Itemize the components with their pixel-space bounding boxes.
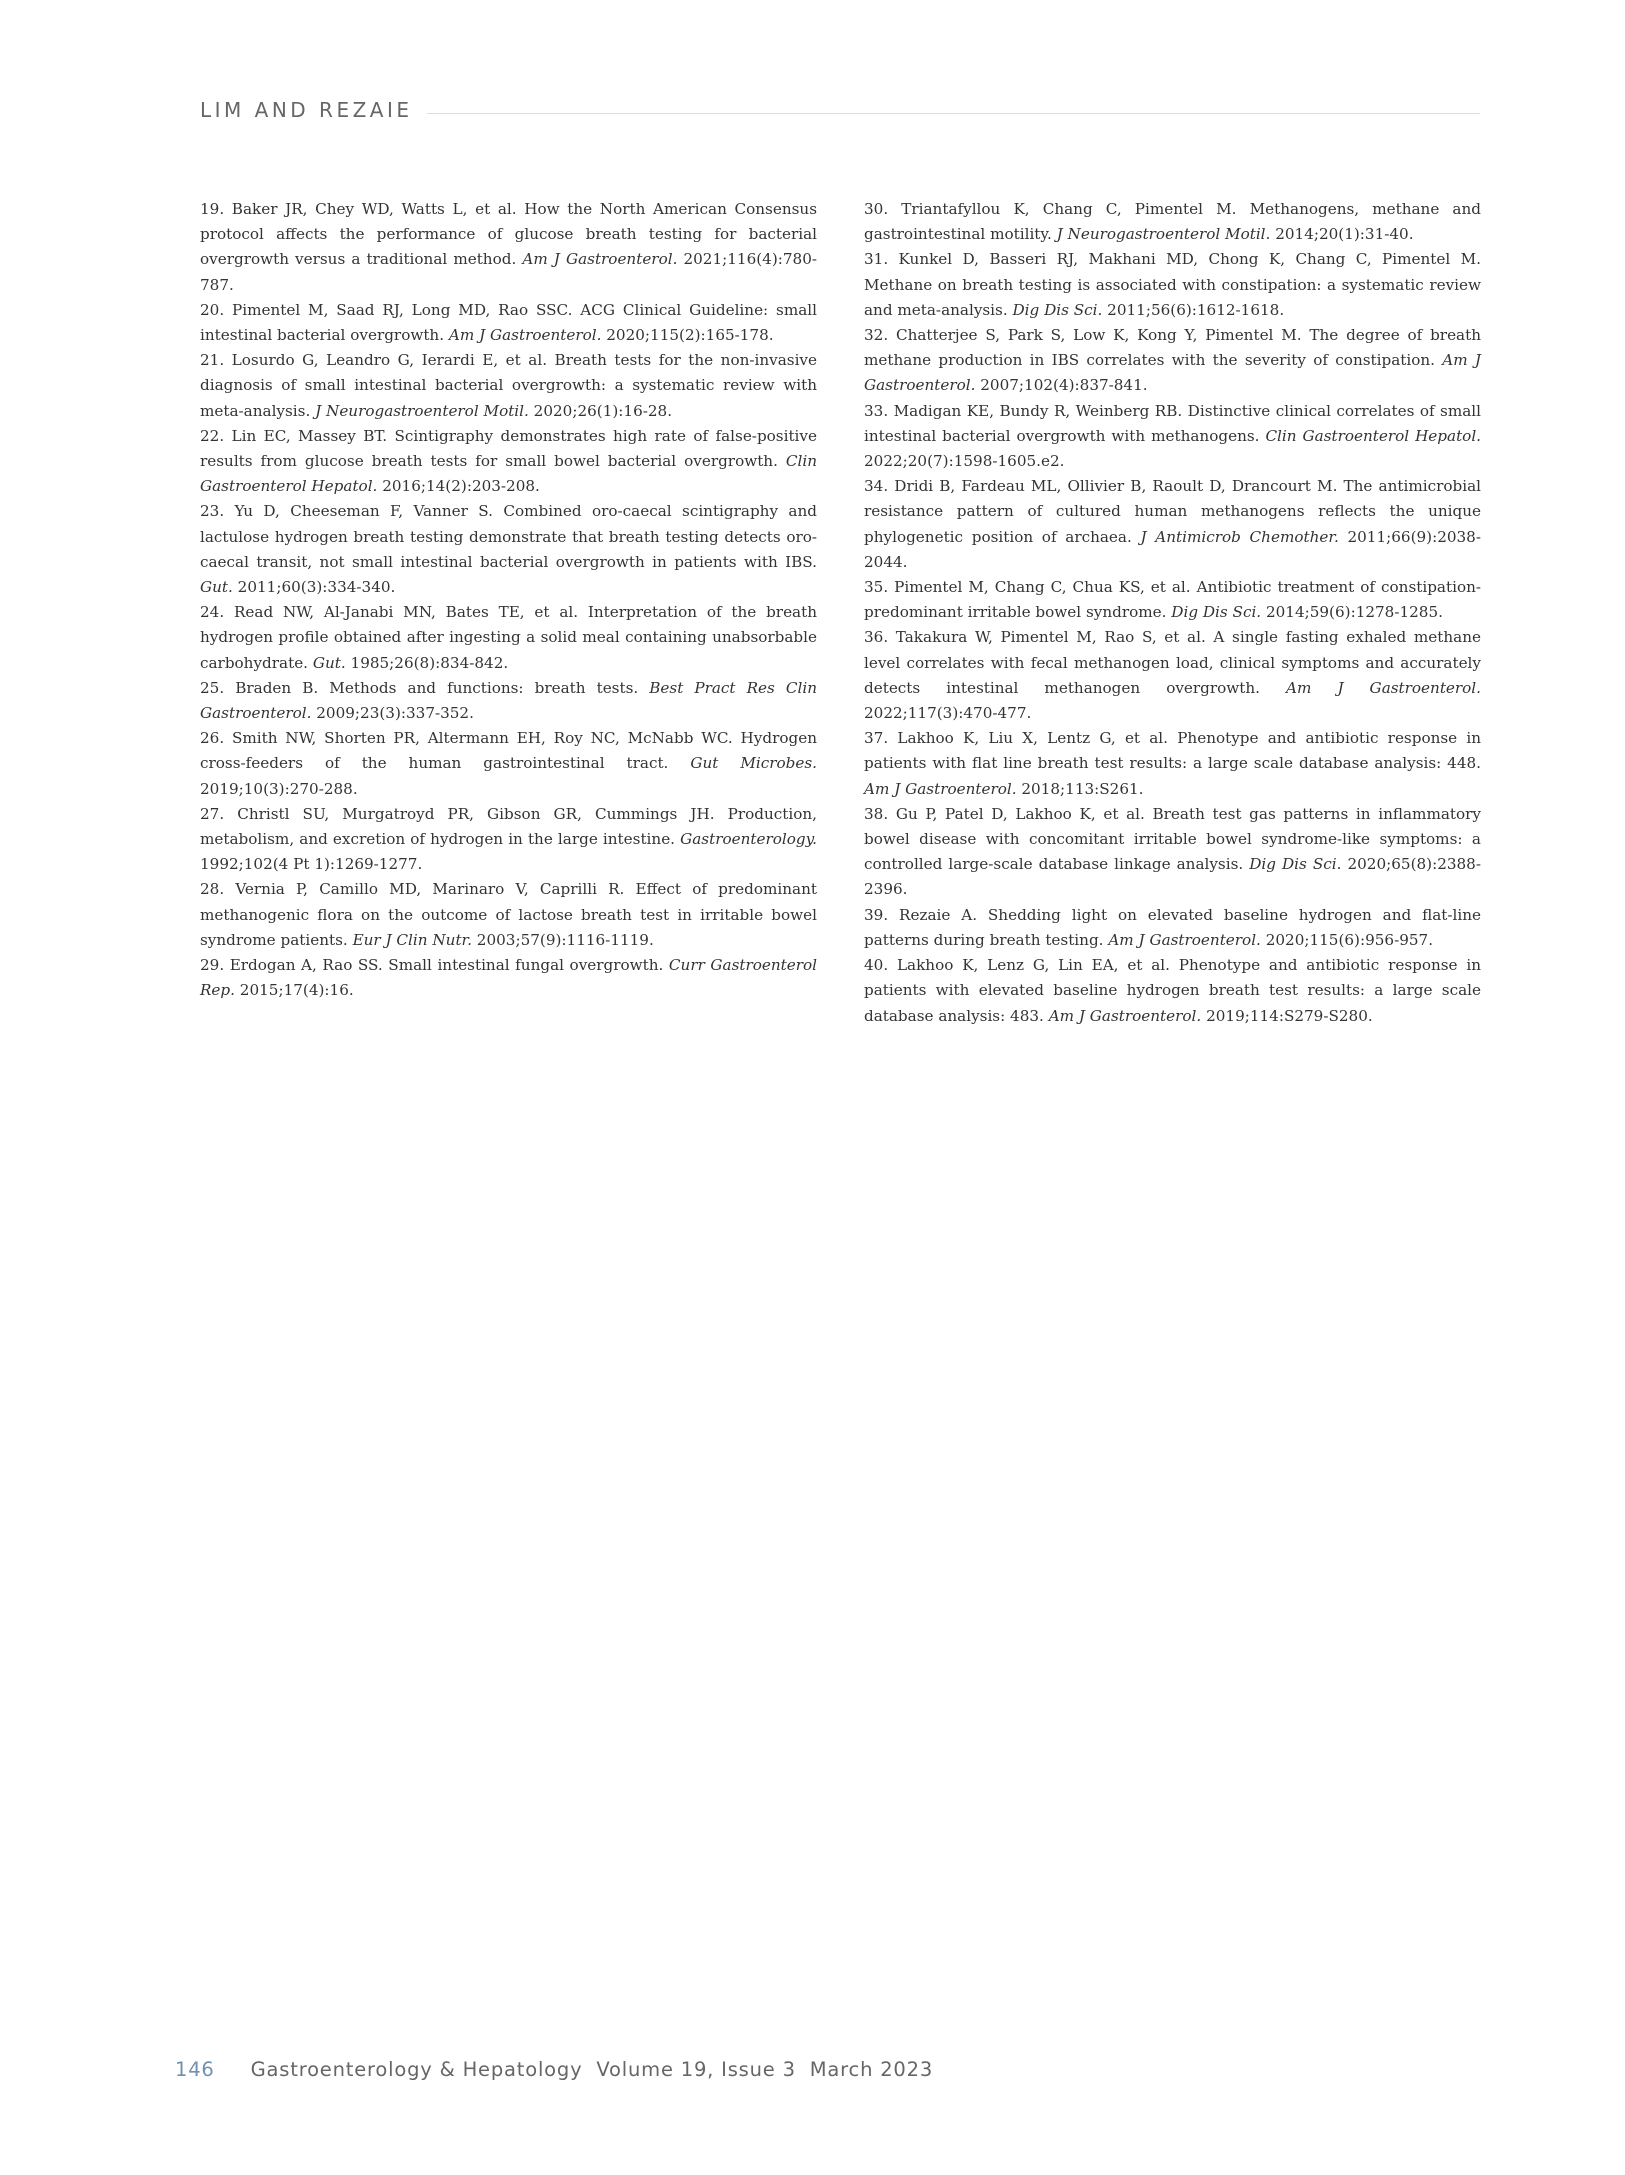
reference-item: 40. Lakhoo K, Lenz G, Lin EA, et al. Phenotype and antibiotic response in patients with elevated baseline hydrogen breath test results: a large scale database analysis: 483. Am J Gastroenterol. 2019;114:S279-S280. bbox=[864, 956, 1481, 1025]
reference-item: 25. Braden B. Methods and functions: breath tests. Best Pract Res Clin Gastroenterol. 2009;23(3):337-352. bbox=[200, 678, 817, 723]
reference-item: 39. Rezaie A. Shedding light on elevated baseline hydrogen and flat-line patterns during breath testing. Am J Gastroenterol. 2020;115(6):956-957. bbox=[864, 905, 1481, 949]
reference-item: 32. Chatterjee S, Park S, Low K, Kong Y, Pimentel M. The degree of breath methane production in IBS correlates with the severity of constipation. Am J Gastroenterol. 2007;102(4):837-841. bbox=[864, 326, 1481, 395]
reference-item: 33. Madigan KE, Bundy R, Weinberg RB. Distinctive clinical correlates of small intestinal bacterial overgrowth with methanogens. Clin Gastroenterol Hepatol. 2022;20(7):1598-1605.e2. bbox=[864, 401, 1482, 471]
reference-item: 38. Gu P, Patel D, Lakhoo K, et al. Breath test gas patterns in inflammatory bowel disease with concomitant irritable bowel syndrome-like symptoms: a controlled large-scale database linkage analysis. Dig Dis Sci. 2020;65(8):2388-2396. bbox=[864, 804, 1481, 899]
reference-item: 27. Christl SU, Murgatroyd PR, Gibson GR, Cummings JH. Production, metabolism, and excretion of hydrogen in the large intestine. Gastroenterology. 1992;102(4 Pt 1):1269-1277. bbox=[200, 804, 817, 874]
reference-item: 35. Pimentel M, Chang C, Chua KS, et al. Antibiotic treatment of constipation-predominant irritable bowel syndrome. Dig Dis Sci. 2014;59(6):1278-1285. bbox=[864, 578, 1481, 622]
reference-item: 21. Losurdo G, Leandro G, Ierardi E, et al. Breath tests for the non-invasive diagnosis of small intestinal bacterial overgrowth: a systematic review with meta-analysis. J Neurogastroenterol Motil. 2020;26(1):16-28. bbox=[200, 351, 817, 420]
reference-item: 26. Smith NW, Shorten PR, Altermann EH, Roy NC, McNabb WC. Hydrogen cross-feeders of the human gastrointestinal tract. Gut Microbes. 2019;10(3):270-288. bbox=[200, 729, 817, 798]
page-number: 146 bbox=[175, 2058, 215, 2081]
reference-item: 37. Lakhoo K, Liu X, Lentz G, et al. Phenotype and antibiotic response in patients with flat line breath test results: a large scale database analysis: 448. Am J Gastroenterol. 2018;113:S261. bbox=[864, 729, 1481, 798]
reference-item: 30. Triantafyllou K, Chang C, Pimentel M. Methanogens, methane and gastrointestinal motility. J Neurogastroenterol Motil. 2014;20(1):31-40. bbox=[864, 200, 1481, 244]
header-rule bbox=[427, 113, 1480, 114]
references-left-column bbox=[200, 197, 817, 1004]
running-head-authors: LIM AND REZAIE bbox=[200, 98, 413, 122]
reference-item: 29. Erdogan A, Rao SS. Small intestinal fungal overgrowth. Curr Gastroenterol Rep. 2015;17(4):16. bbox=[200, 956, 818, 1000]
page-footer bbox=[175, 2058, 933, 2081]
reference-item: 20. Pimentel M, Saad RJ, Long MD, Rao SSC. ACG Clinical Guideline: small intestinal bacterial overgrowth. Am J Gastroenterol. 2020;115(2):165-178. bbox=[200, 300, 817, 345]
running-head bbox=[200, 98, 1480, 122]
reference-item: 36. Takakura W, Pimentel M, Rao S, et al. A single fasting exhaled methane level correlates with fecal methanogen load, clinical symptoms and accurately detects intestinal methanogen overgrowth. Am J Gastroenterol. 2022;117(3):470-477. bbox=[864, 628, 1481, 723]
reference-item: 19. Baker JR, Chey WD, Watts L, et al. How the North American Consensus protocol affects the performance of glucose breath testing for bacterial overgrowth versus a traditional method. Am J Gastroenterol. 2021;116(4):780-787. bbox=[200, 200, 817, 294]
reference-item: 31. Kunkel D, Basseri RJ, Makhani MD, Chong K, Chang C, Pimentel M. Methane on breath testing is associated with constipation: a systematic review and meta-analysis. Dig Dis Sci. 2011;56(6):1612-1618. bbox=[864, 250, 1481, 319]
reference-item: 24. Read NW, Al-Janabi MN, Bates TE, et al. Interpretation of the breath hydrogen profile obtained after ingesting a solid meal containing unabsorbable carbohydrate. Gut. 1985;26(8):834-842. bbox=[200, 603, 817, 672]
references-right-column bbox=[864, 197, 1481, 1029]
reference-item: 23. Yu D, Cheeseman F, Vanner S. Combined oro-caecal scintigraphy and lactulose hydrogen breath testing demonstrate that breath testing detects oro-caecal transit, not small intestinal bacterial overgrowth in patients with IBS. Gut. 2011;60(3):334-340. bbox=[200, 502, 817, 597]
reference-item: 28. Vernia P, Camillo MD, Marinaro V, Caprilli R. Effect of predominant methanogenic flora on the outcome of lactose breath test in irritable bowel syndrome patients. Eur J Clin Nutr. 2003;57(9):1116-1119. bbox=[200, 880, 817, 949]
publication-info: Gastroenterology & Hepatology Volume 19, Issue 3 March 2023 bbox=[250, 2058, 934, 2081]
reference-item: 34. Dridi B, Fardeau ML, Ollivier B, Raoult D, Drancourt M. The antimicrobial resistance pattern of cultured human methanogens reflects the unique phylogenetic position of archaea. J Antimicrob Chemother. 2011;66(9):2038-2044. bbox=[864, 477, 1481, 571]
reference-item: 22. Lin EC, Massey BT. Scintigraphy demonstrates high rate of false-positive results from glucose breath tests for small bowel bacterial overgrowth. Clin Gastroenterol Hepatol. 2016;14(2):203-208. bbox=[200, 426, 817, 496]
